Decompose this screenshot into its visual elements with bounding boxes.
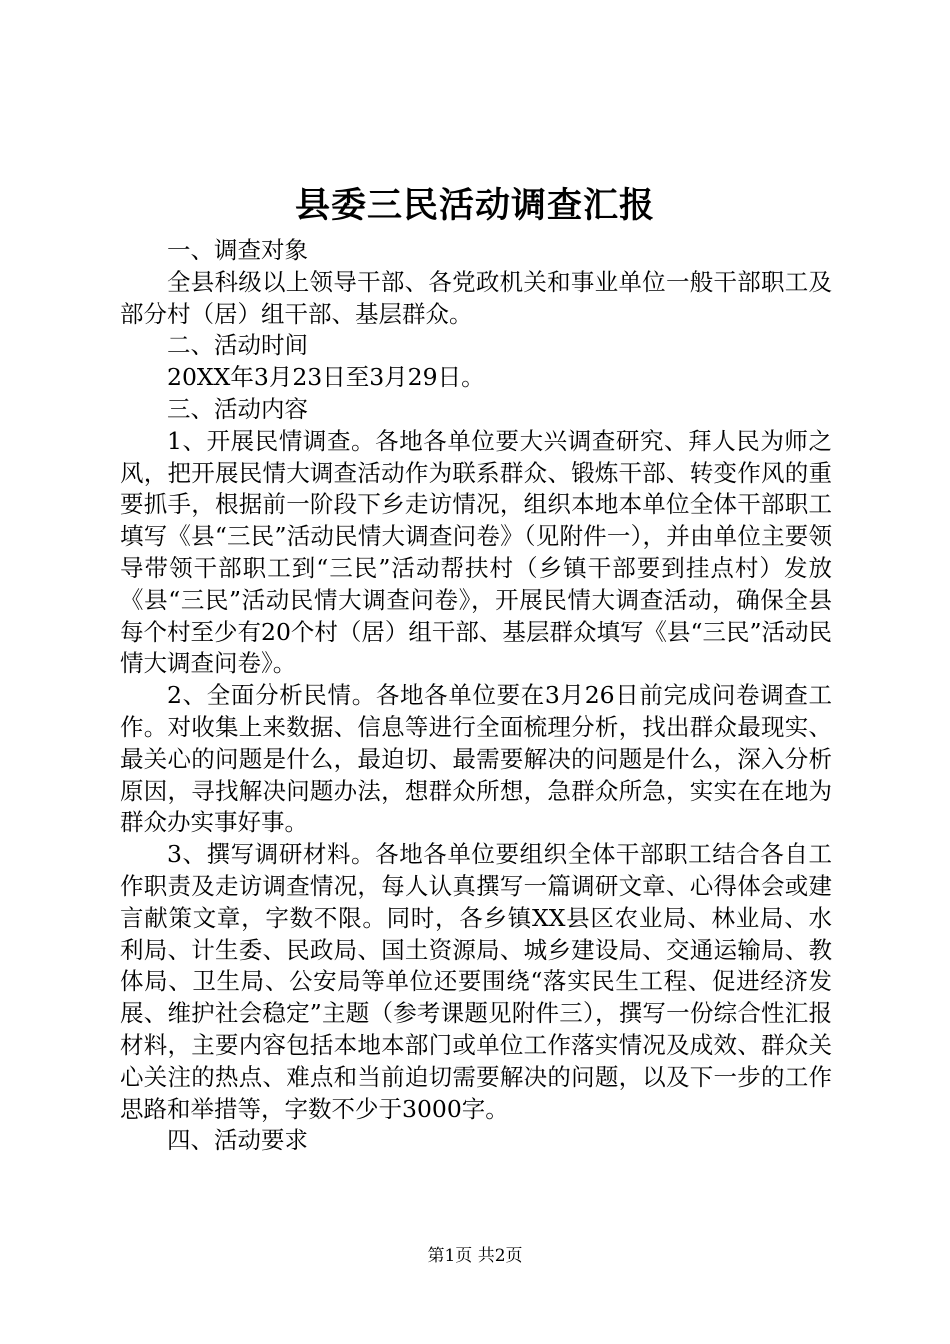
paragraph-content-item-3: 3、撰写调研材料。各地各单位要组织全体干部职工结合各自工作职责及走访调查情况，每人认真撰写一篇调研文章、心得体会或建言献策文章，字数不限。同时，各乡镇XX县区农业局、林业局、水利局、计生委、民政局、国土资源局、城乡建设局、交通运输局、教体局、卫生局、公安局等单位还要围绕“落实民生工程、促进经济发展、维护社会稳定”主题（参考课题见附件三），撰写一份综合性汇报材料，主要内容包括本地本部门或单位工作落实情况及成效、群众关心关注的热点、难点和当前迫切需要解决的问题，以及下一步的工作思路和举措等，字数不少于3000字。 [120,840,832,1123]
section-heading-activity-content: 三、活动内容 [167,394,308,423]
document-body [120,235,832,1157]
document-title: 县委三民活动调查汇报 [294,185,655,226]
paragraph-activity-time: 20XX年3月23日至3月29日。 [167,363,485,392]
paragraph-survey-target: 全县科级以上领导干部、各党政机关和事业单位一般干部职工及部分村（居）组干部、基层群众。 [120,267,832,328]
section-heading-survey-target: 一、调查对象 [167,236,308,264]
page-number-footer: 第1页 共2页 [427,1246,523,1266]
paragraph-content-item-1: 1、开展民情调查。各地各单位要大兴调查研究、拜人民为师之风，把开展民情大调查活动作为联系群众、锻炼干部、转变作风的重要抓手，根据前一阶段下乡走访情况，组织本地本单位全体干部职工填写《县“三民”活动民情大调查问卷》（见附件一），并由单位主要领导带领干部职工到“三民”活动帮扶村（乡镇干部要到挂点村）发放《县“三民”活动民情大调查问卷》，开展民情大调查活动，确保全县每个村至少有20个村（居）组干部、基层群众填写《县“三民”活动民情大调查问卷》。 [120,426,832,678]
section-heading-activity-time: 二、活动时间 [167,331,308,360]
section-heading-activity-requirements: 四、活动要求 [167,1126,308,1155]
paragraph-content-item-2: 2、全面分析民情。各地各单位要在3月26日前完成问卷调查工作。对收集上来数据、信息等进行全面梳理分析，找出群众最现实、最关心的问题是什么，最迫切、最需要解决的问题是什么，深入分析原因，寻找解决问题办法，想群众所想，急群众所急，实实在在地为群众办实事好事。 [120,681,832,837]
